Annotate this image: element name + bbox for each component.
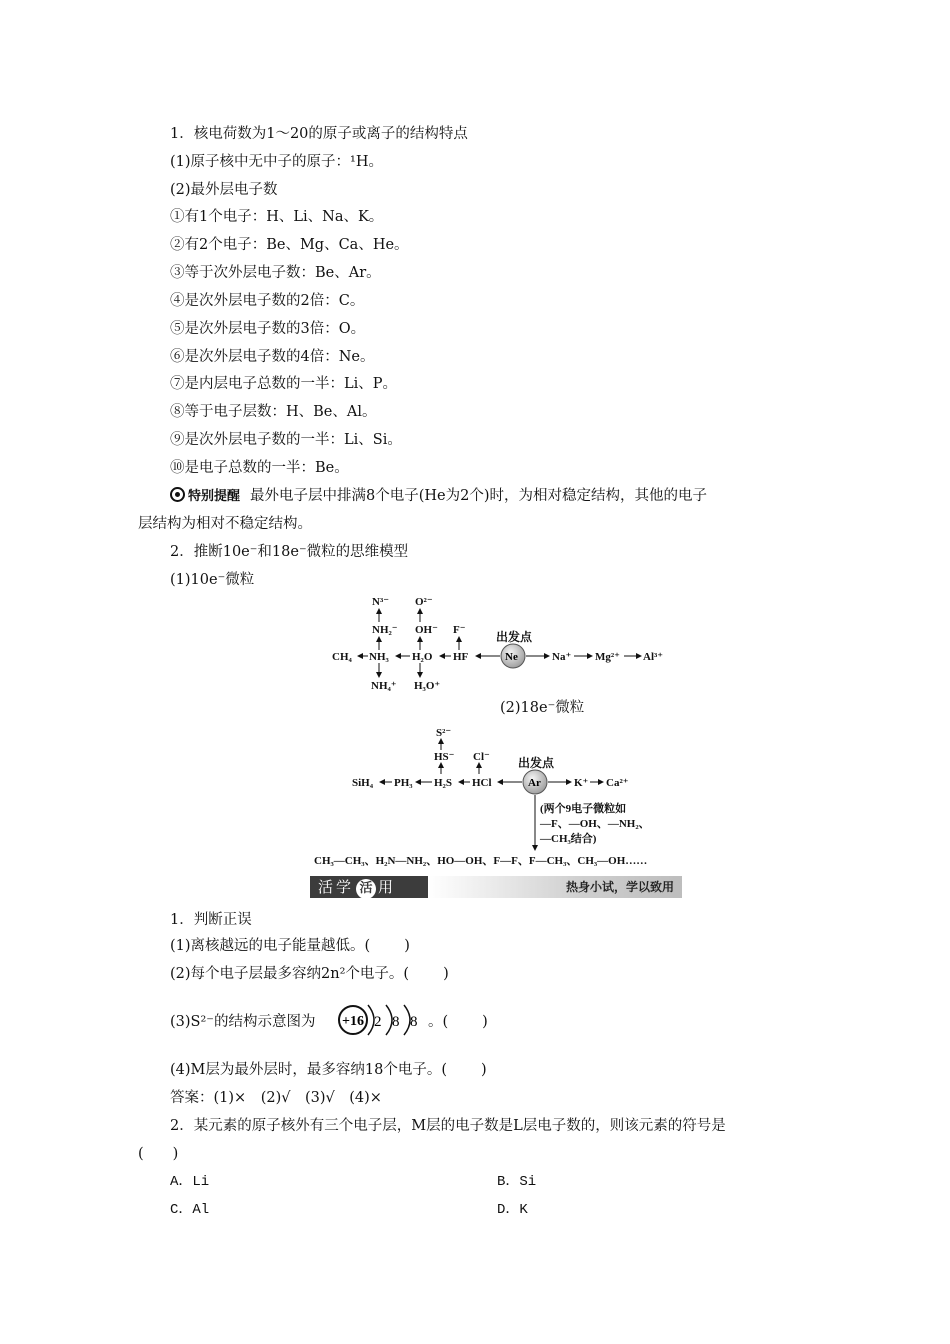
subheading-10e: (1)10e⁻微粒 — [170, 572, 255, 588]
list-item: ①有1个电子：H、Li、Na、K。 — [170, 209, 384, 225]
label-sih4: SiH₄ — [352, 777, 374, 789]
list-item: ⑦是内层电子总数的一半：Li、P。 — [170, 376, 398, 392]
label-h2o: H₂O — [412, 651, 433, 663]
note-line-1: (两个9电子微粒如 — [540, 803, 627, 815]
shell-1: 2 — [374, 1014, 382, 1030]
label-mg: Mg²⁺ — [595, 651, 620, 663]
label-h3o: H₃O⁺ — [414, 680, 441, 692]
paragraph: (1)原子核中无中子的原子：¹H。 — [170, 154, 383, 170]
nucleus-charge: +16 — [342, 1014, 364, 1029]
list-item: ⑤是次外层电子数的3倍：O。 — [170, 321, 366, 337]
note-line-2: —F、—OH、—NH₂、 — [540, 818, 650, 830]
option-b[interactable]: B．Si — [497, 1174, 537, 1190]
section-title-1: 1．核电荷数为1～20的原子或离子的结构特点 — [170, 126, 468, 142]
shell-2: 8 — [392, 1014, 400, 1030]
shell-3: 8 — [410, 1014, 418, 1030]
bottom-chain: CH₃—CH₃、H₂N—NH₂、HO—OH、F—F、F—CH₃、CH₃—OH…… — [314, 855, 648, 867]
question-tail: 。( ) — [428, 1014, 488, 1030]
label-f: F⁻ — [453, 624, 466, 636]
diagram-10e — [320, 592, 700, 696]
label-hs: HS⁻ — [434, 751, 455, 763]
exercise-2-paren: ( ) — [138, 1146, 179, 1162]
special-tip — [170, 486, 707, 507]
label-k: K⁺ — [574, 777, 589, 789]
banner-title: 活学 活 用 — [310, 876, 428, 898]
list-item: ⑥是次外层电子数的4倍：Ne。 — [170, 349, 375, 365]
label-cl: Cl⁻ — [473, 751, 490, 763]
subheading-18e: (2)18e⁻微粒 — [500, 700, 585, 716]
label-n3: N³⁻ — [372, 596, 390, 608]
start-label: 出发点 — [496, 630, 533, 644]
option-d[interactable]: D．K — [497, 1202, 528, 1218]
exercise-2-stem: 2．某元素的原子核外有三个电子层，M层的电子数是L层电子数的，则该元素的符号是 — [170, 1118, 726, 1134]
section-title-2: 2．推断10e⁻和18e⁻微粒的思维模型 — [170, 544, 409, 560]
label-s2: S²⁻ — [436, 727, 452, 739]
paragraph: (2)最外层电子数 — [170, 182, 278, 198]
label-nh3: NH₃ — [369, 651, 389, 663]
list-item: ⑩是电子总数的一半：Be。 — [170, 460, 349, 476]
tip-badge: 特别提醒 — [170, 489, 240, 504]
tip-text: 最外电子层中排满8个电子(He为2个)时，为相对稳定结构，其他的电子 — [250, 488, 708, 504]
diagram-18e — [310, 722, 690, 870]
note-line-3: —CH₃结合) — [540, 833, 597, 845]
option-c[interactable]: C．Al — [170, 1202, 210, 1218]
question: (3)S²⁻的结构示意图为 — [170, 1014, 316, 1030]
label-al: Al³⁺ — [643, 651, 664, 663]
label-ch4: CH₄ — [332, 651, 352, 663]
start-label-18: 出发点 — [518, 756, 555, 770]
option-a[interactable]: A．Li — [170, 1174, 210, 1190]
tip-text-cont: 层结构为相对不稳定结构。 — [138, 516, 312, 532]
banner-subtitle-bar: 热身小试，学以致用 — [428, 876, 682, 898]
label-ph3: PH₃ — [394, 777, 413, 789]
label-ca: Ca²⁺ — [606, 777, 629, 789]
label-h2s: H₂S — [434, 777, 452, 789]
list-item: ③等于次外层电子数：Be、Ar。 — [170, 265, 381, 281]
list-item: ⑧等于电子层数：H、Be、Al。 — [170, 404, 377, 420]
label-nh4: NH₄⁺ — [371, 680, 397, 692]
label-ne: Ne — [505, 651, 518, 663]
label-ar: Ar — [528, 777, 541, 789]
label-hcl: HCl — [472, 777, 492, 789]
exercise-title: 1．判断正误 — [170, 912, 252, 928]
question: (2)每个电子层最多容纳2n²个电子。( ) — [170, 966, 449, 982]
answer: 答案：(1)× (2)√ (3)√ (4)× — [170, 1090, 382, 1106]
list-item: ⑨是次外层电子数的一半：Li、Si。 — [170, 432, 402, 448]
atom-structure-diagram — [336, 996, 424, 1044]
question: (4)M层为最外层时，最多容纳18个电子。( ) — [170, 1062, 487, 1078]
label-oh: OH⁻ — [415, 624, 438, 636]
list-item: ②有2个电子：Be、Mg、Ca、He。 — [170, 237, 409, 253]
section-banner — [310, 876, 682, 898]
tip-icon — [170, 487, 185, 502]
label-hf: HF — [453, 651, 469, 663]
question: (1)离核越远的电子能量越低。( ) — [170, 938, 410, 954]
label-na: Na⁺ — [552, 651, 572, 663]
label-nh2: NH₂⁻ — [372, 624, 398, 636]
list-item: ④是次外层电子数的2倍：C。 — [170, 293, 365, 309]
label-o2: O²⁻ — [415, 596, 433, 608]
